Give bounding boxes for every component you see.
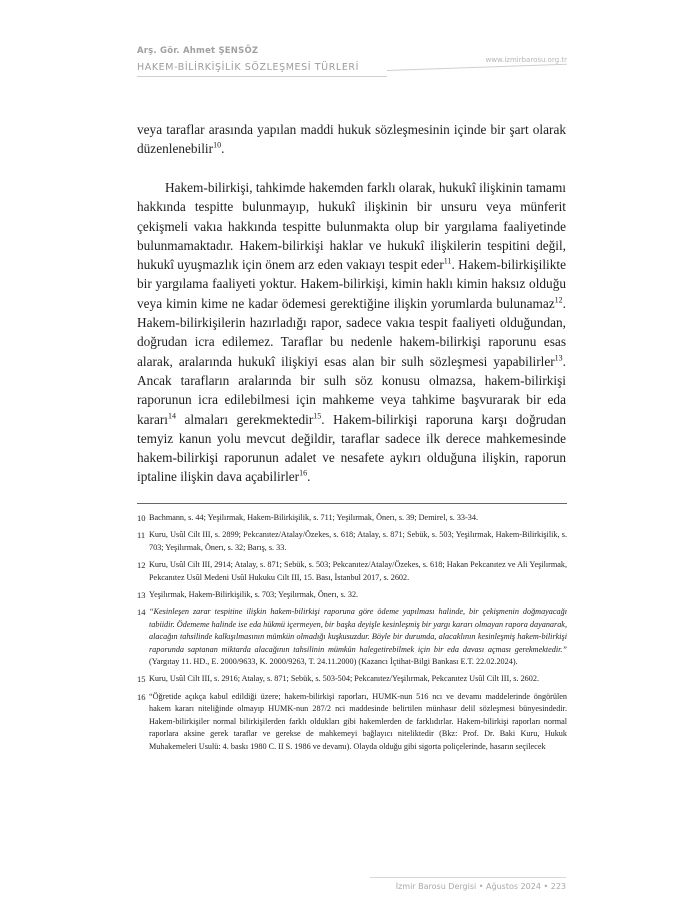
footnote-ref: 12 xyxy=(554,295,563,305)
body-text-span: . Hakem-bilirkişi raporuna karşı doğrudan temyiz kanun yolu mevcut değildir, taraflar sadece ilk derece mahkemesinde hakem-bilirkişi raporunun adalet ve nesafete aykırı olduğuna ilişkin, raporun iptaline ilişkin dava açabilirler xyxy=(137,411,566,485)
footnote-text: Kuru, Usûl Cilt III, s. 2899; Pekcanıtez/Atalay/Özekes, s. 618; Atalay, s. 871; Sebük, s. 503; Yeşilırmak, Hakem-Bilirkişilik, s. 703; Yeşilırmak, Önerı, s. 32; Barış, s. 33. xyxy=(149,530,567,552)
header-divider-slanted xyxy=(387,64,567,71)
footnote-number: 12 xyxy=(137,560,146,571)
header-author: Arş. Gör. Ahmet ŞENSÖZ xyxy=(137,46,259,56)
body-paragraph-1 xyxy=(137,120,566,159)
footnote-number: 15 xyxy=(137,674,146,685)
footnotes xyxy=(137,512,567,758)
footnote-text: Bachmann, s. 44; Yeşilırmak, Hakem-Bilirkişilik, s. 711; Yeşilırmak, Önerı, s. 39; Demirel, s. 33-34. xyxy=(149,513,478,522)
footnote-number: 11 xyxy=(137,530,146,541)
footnote-text: Kuru, Usûl Cilt III, s. 2916; Atalay, s. 871; Sebük, s. 503-504; Pekcanıtez/Yeşilırmak, Pekcanıtez Usûl Cilt III, s. 2602. xyxy=(149,674,540,684)
footnote-quote: “Kesinleşen zarar tespitine ilişkin hakem-bilirkişi raporuna göre ödeme yapılması halinde, bir çekişmenin doğmayacağı tabiidir. Ödememe halinde ise eda hükmü içermeyen, bir başka deyişle kesinleşmiş bir yargı kararı olmayan rapora dayanarak, alacağın tahsilinde kalkışılmasının mümkün olmadığı kuşkusuzdur. Böyle bir durumda, alacaklının kesinleşmiş hakem-bilirkişi raporunda saptanan miktarda alacağının tahsilinin mümkün halegetirebilmek için bir eda davası açması gerekmektedir.” xyxy=(149,607,567,654)
footnote-item xyxy=(137,559,567,584)
footnote-divider xyxy=(137,503,567,504)
footnote-number: 10 xyxy=(137,513,146,523)
body-text-span: . Hakem-bilirkişilerin hazırladığı rapor, sadece vakıa tespit faaliyeti olduğundan, doğrudan icra edilemez. Taraflar bu nedenle hakem-bilirkişi raporunu esas alarak, aralarında hukukî ilişkiyi esas alan bir sulh sözleşmesi yapabilirler xyxy=(137,295,566,369)
body-text-span: veya taraflar arasında yapılan maddi hukuk sözleşmesinin içinde bir şart olarak düzenlenebilir xyxy=(137,122,566,157)
page-footer: İzmir Barosu Dergisi • Ağustos 2024 • 223 xyxy=(395,882,566,891)
footnote-item xyxy=(137,691,567,753)
footnote-ref: 14 xyxy=(168,411,177,421)
footnote-number: 14 xyxy=(137,607,146,618)
body-text-span: . Hakem-bilirkişilikte bir yargılama faaliyeti yoktur. Hakem-bilirkişi, kimin haklı kimin haksız olduğu veya kimin kime ne kadar ödemesi gerektiğine ilişkin yorumlarda bulunamaz xyxy=(137,257,566,311)
body-text-span: . Ancak tarafların aralarında bir sulh söz konusu olmazsa, hakem-bilirkişi raporunun icra edilebilmesi için mahkeme veya tahkime başvurarak bir eda kararı xyxy=(137,353,566,427)
header-divider xyxy=(137,76,387,77)
footnote-item xyxy=(137,529,567,554)
body-paragraph-2 xyxy=(137,178,566,487)
footnote-text xyxy=(149,606,567,668)
footnote-ref: 15 xyxy=(313,411,322,421)
body-text-span: Hakem-bilirkişi, tahkimde hakemden farklı olarak, hukukî ilişkinin tamamı hakkında tespitte bulunmayıp, hukukî ilişkinin bir unsuru veya münferit çekişmeli vakıa hakkında tespitte bulunmakta olup bir yargılama faaliyetinde bulunmamaktadır. Hakem-bilirkişi haklar ve hukukî ilişkilerin tespitini değil, hukukî uyuşmazlık için önem arz eden vakıayı tespit eder xyxy=(137,180,566,273)
footnote-text: “Öğretide açıkça kabul edildiği üzere; hakem-bilirkişi raporları, HUMK-nun 516 ncı ve devamı maddelerinde öngörülen hakem kararı niteliğinde olmayıp HUMK-nun 287/2 nci maddesinde belirtilen münhasır delil sözleşmesi bünyesindedir. Hakem-bilirkişiler normal bilirkişilerden farklı oldukları gibi hakemlerden de farklıdırlar. Hakem-bilirkişi raporları normal raporlara aksine gerek taraflar ve gerekse de mahkemeyi bağlayıcı niteliktedir (Bkz: Prof. Dr. Baki Kuru, Hukuk Muhakemeleri Usulü: 4. baskı 1980 C. II S. 1986 ve devamı). Olayda olduğu gibi sigorta poliçelerinde, hasarın seçilecek xyxy=(149,691,567,751)
footnote-number: 13 xyxy=(137,590,146,601)
footnote-item xyxy=(137,673,567,685)
body-text-span: almaları gerekmektedir xyxy=(176,411,314,427)
footnote-text: Kuru, Usûl Cilt III, 2914; Atalay, s. 871; Sebük, s. 503; Pekcanıtez/Atalay/Özekes, s. 618; Hakan Pekcanıtez ve Ali Yeşilırmak, Pekcanıtez Usûl Medeni Usûl Hukuku Cilt III, 15. Bası, İstanbul 2017, s. 2602. xyxy=(149,560,567,582)
footnote-item xyxy=(137,589,567,601)
footnote-text: Yeşilırmak, Hakem-Bilirkişilik, s. 703; Yeşilırmak, Önerı, s. 32. xyxy=(149,590,359,600)
footnote-ref: 11 xyxy=(443,256,452,266)
footnote-ref: 16 xyxy=(299,469,308,479)
footnote-number: 16 xyxy=(137,691,146,702)
footnote-item xyxy=(137,606,567,668)
body-text-span: . xyxy=(221,141,225,157)
footnote-ref: 10 xyxy=(213,140,222,150)
header-url: www.izmirbarosu.org.tr xyxy=(485,56,567,64)
footnote-ref: 13 xyxy=(554,353,563,363)
footnote-citation: (Yargıtay 11. HD., E. 2000/9633, K. 2000/9263, T. 24.11.2000) (Kazancı İçtihat-Bilgi Bankası E.T. 22.02.2024). xyxy=(149,657,518,667)
footnote-item xyxy=(137,512,567,524)
body-text-span: . xyxy=(307,469,311,485)
header-article-title: HAKEM-BİLİRKİŞİLİK SÖZLEŞMESİ TÜRLERİ xyxy=(137,62,360,73)
footer-divider xyxy=(370,877,566,878)
